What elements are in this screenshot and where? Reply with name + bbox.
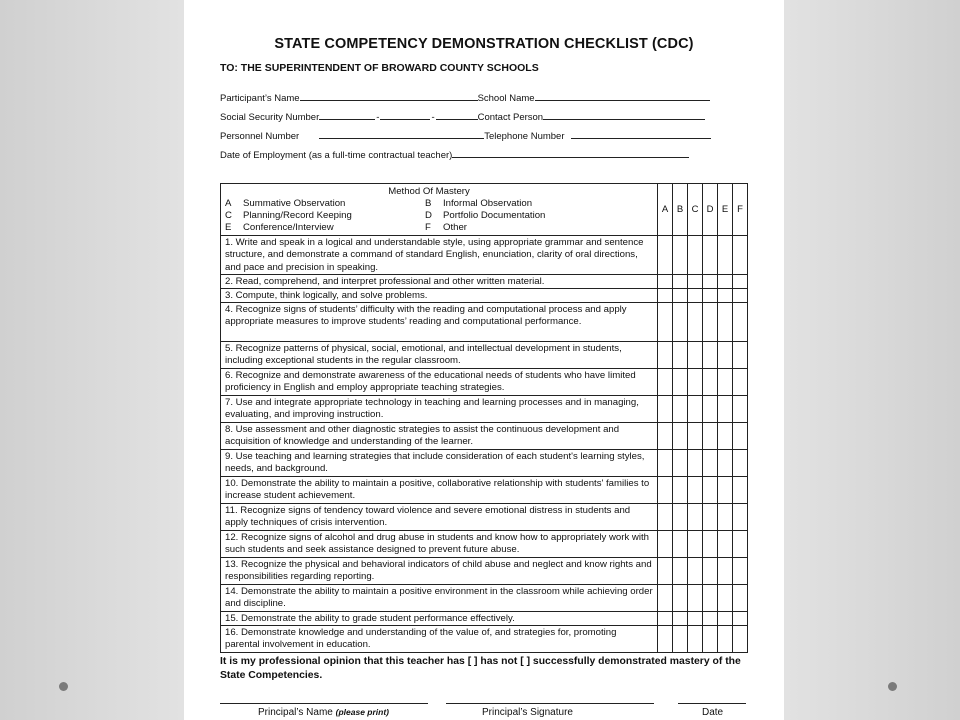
slide-dot-right <box>888 682 897 691</box>
mastery-checkbox-b[interactable] <box>673 450 688 476</box>
mastery-checkbox-d[interactable] <box>703 289 718 302</box>
mastery-checkbox-d[interactable] <box>703 423 718 449</box>
ssn-field-3[interactable] <box>436 110 478 120</box>
mastery-checkbox-f[interactable] <box>733 289 747 302</box>
mastery-checkbox-a[interactable] <box>658 558 673 584</box>
mastery-checkbox-f[interactable] <box>733 423 747 449</box>
mastery-checkbox-d[interactable] <box>703 626 718 652</box>
mastery-checkbox-a[interactable] <box>658 236 673 274</box>
legend-letter: B <box>425 198 432 209</box>
participant-name-field[interactable] <box>300 91 478 101</box>
mastery-checkbox-e[interactable] <box>718 531 733 557</box>
mastery-checkbox-d[interactable] <box>703 558 718 584</box>
competency-row <box>221 585 747 612</box>
competency-text: 14. Demonstrate the ability to maintain a positive environment in the classroom while achieving order and discipline. <box>221 585 658 611</box>
competency-text: 9. Use teaching and learning strategies that include consideration of each student's learning styles, needs, and background. <box>221 450 658 476</box>
mastery-checkbox-e[interactable] <box>718 504 733 530</box>
principal-signature-line[interactable] <box>446 703 654 704</box>
mastery-checkbox-e[interactable] <box>718 626 733 652</box>
slide-dot-left <box>59 682 68 691</box>
please-print-note: (please print) <box>335 707 389 717</box>
school-name-field[interactable] <box>535 91 710 101</box>
mastery-checkbox-b[interactable] <box>673 477 688 503</box>
table-header <box>221 184 747 236</box>
participant-name-label: Participant’s Name <box>220 93 300 104</box>
competency-text: 3. Compute, think logically, and solve problems. <box>221 289 658 302</box>
mastery-checkbox-d[interactable] <box>703 303 718 341</box>
mastery-checkbox-d[interactable] <box>703 585 718 611</box>
mastery-checkbox-e[interactable] <box>718 450 733 476</box>
competency-text: 6. Recognize and demonstrate awareness of the educational needs of students who have limited proficiency in English and employ appropriate teaching strategies. <box>221 369 658 395</box>
document-page <box>184 0 784 720</box>
mastery-checkbox-e[interactable] <box>718 558 733 584</box>
mastery-checkbox-c[interactable] <box>688 369 703 395</box>
mastery-checkbox-b[interactable] <box>673 275 688 288</box>
competency-text: 1. Write and speak in a logical and understandable style, using appropriate grammar and sentence structure, and demonstrate a command of standard English, enunciation, clarity of oral directions, and pace and precision in speaking. <box>221 236 658 274</box>
mastery-legend <box>225 198 625 234</box>
column-header-f: F <box>737 204 743 215</box>
mastery-checkbox-a[interactable] <box>658 477 673 503</box>
mastery-checkbox-c[interactable] <box>688 342 703 368</box>
mastery-checkbox-b[interactable] <box>673 585 688 611</box>
participant-row <box>220 91 710 104</box>
competency-text: 15. Demonstrate the ability to grade student performance effectively. <box>221 612 658 625</box>
competency-text: 5. Recognize patterns of physical, social, emotional, and intellectual development in students, including exceptional students in the regular classroom. <box>221 342 658 368</box>
mastery-checkbox-f[interactable] <box>733 450 747 476</box>
mastery-checkbox-f[interactable] <box>733 585 747 611</box>
mastery-checkbox-c[interactable] <box>688 275 703 288</box>
method-of-mastery-title: Method Of Mastery <box>388 186 470 197</box>
employment-date-label: Date of Employment (as a full-time contractual teacher) <box>220 150 453 161</box>
mastery-checkbox-d[interactable] <box>703 450 718 476</box>
mastery-checkbox-a[interactable] <box>658 504 673 530</box>
mastery-checkbox-f[interactable] <box>733 477 747 503</box>
competency-table <box>220 183 748 653</box>
legend-label: Conference/Interview <box>243 222 334 233</box>
ssn-field-1[interactable] <box>319 110 375 120</box>
mastery-checkbox-d[interactable] <box>703 531 718 557</box>
competency-row <box>221 477 747 504</box>
mastery-checkbox-a[interactable] <box>658 531 673 557</box>
competency-rows <box>221 236 747 652</box>
mastery-checkbox-c[interactable] <box>688 612 703 625</box>
mastery-checkbox-b[interactable] <box>673 369 688 395</box>
competency-row <box>221 236 747 275</box>
competency-row <box>221 612 747 626</box>
mastery-checkbox-a[interactable] <box>658 303 673 341</box>
mastery-checkbox-f[interactable] <box>733 236 747 274</box>
competency-text: 10. Demonstrate the ability to maintain a positive, collaborative relationship with students' families to increase student achievement. <box>221 477 658 503</box>
principal-opinion: It is my professional opinion that this teacher has [ ] has not [ ] successfully demonstrated mastery of the State Competencies. <box>220 656 741 681</box>
mastery-checkbox-d[interactable] <box>703 477 718 503</box>
mastery-checkbox-a[interactable] <box>658 275 673 288</box>
competency-row <box>221 450 747 477</box>
mastery-checkbox-e[interactable] <box>718 342 733 368</box>
signature-area <box>220 700 750 720</box>
mastery-checkbox-f[interactable] <box>733 369 747 395</box>
mastery-checkbox-a[interactable] <box>658 626 673 652</box>
employment-date-field[interactable] <box>452 148 689 158</box>
personnel-row <box>220 129 711 142</box>
mastery-checkbox-e[interactable] <box>718 275 733 288</box>
form-title: STATE COMPETENCY DEMONSTRATION CHECKLIST (CDC) <box>274 36 694 52</box>
mastery-checkbox-b[interactable] <box>673 423 688 449</box>
legend-label: Other <box>443 222 467 233</box>
mastery-checkbox-b[interactable] <box>673 612 688 625</box>
mastery-checkbox-c[interactable] <box>688 396 703 422</box>
mastery-checkbox-a[interactable] <box>658 585 673 611</box>
mastery-checkbox-f[interactable] <box>733 342 747 368</box>
mastery-checkbox-f[interactable] <box>733 504 747 530</box>
mastery-checkbox-b[interactable] <box>673 236 688 274</box>
mastery-checkbox-a[interactable] <box>658 369 673 395</box>
mastery-checkbox-f[interactable] <box>733 396 747 422</box>
mastery-checkbox-f[interactable] <box>733 303 747 341</box>
contact-person-label: Contact Person <box>477 112 544 123</box>
competency-row <box>221 275 747 289</box>
legend-letter: C <box>225 210 232 221</box>
mastery-checkbox-e[interactable] <box>718 369 733 395</box>
legend-label: Summative Observation <box>243 198 346 209</box>
mastery-checkbox-f[interactable] <box>733 275 747 288</box>
date-line[interactable] <box>678 703 746 704</box>
ssn-label: Social Security Number <box>220 112 320 123</box>
mastery-checkbox-d[interactable] <box>703 275 718 288</box>
competency-row <box>221 558 747 585</box>
mastery-checkbox-a[interactable] <box>658 342 673 368</box>
mastery-checkbox-a[interactable] <box>658 423 673 449</box>
mastery-checkbox-d[interactable] <box>703 612 718 625</box>
competency-row <box>221 504 747 531</box>
ssn-field-2[interactable] <box>380 110 430 120</box>
mastery-checkbox-e[interactable] <box>718 236 733 274</box>
competency-row <box>221 626 747 652</box>
mastery-checkbox-a[interactable] <box>658 289 673 302</box>
mastery-checkbox-d[interactable] <box>703 369 718 395</box>
mastery-checkbox-c[interactable] <box>688 626 703 652</box>
competency-text: 8. Use assessment and other diagnostic strategies to assist the continuous development and acquisition of knowledge and understanding of the learner. <box>221 423 658 449</box>
legend-letter: F <box>425 222 431 233</box>
mastery-checkbox-c[interactable] <box>688 558 703 584</box>
competency-text: 7. Use and integrate appropriate technology in teaching and learning processes and in managing, evaluating, and improving instruction. <box>221 396 658 422</box>
mastery-checkbox-c[interactable] <box>688 585 703 611</box>
personnel-number-label: Personnel Number <box>220 131 300 142</box>
mastery-checkbox-c[interactable] <box>688 504 703 530</box>
mastery-checkbox-d[interactable] <box>703 342 718 368</box>
telephone-number-label: Telephone Number <box>484 131 565 142</box>
mastery-checkbox-c[interactable] <box>688 450 703 476</box>
mastery-checkbox-b[interactable] <box>673 558 688 584</box>
mastery-checkbox-c[interactable] <box>688 477 703 503</box>
mastery-checkbox-e[interactable] <box>718 423 733 449</box>
column-header-c: C <box>688 184 703 235</box>
principal-signature-label: Principal’s Signature <box>482 707 573 718</box>
competency-row <box>221 289 747 303</box>
mastery-checkbox-d[interactable] <box>703 236 718 274</box>
mastery-checkbox-f[interactable] <box>733 612 747 625</box>
mastery-checkbox-b[interactable] <box>673 303 688 341</box>
mastery-checkbox-c[interactable] <box>688 423 703 449</box>
slide-background-left <box>0 0 184 720</box>
column-header-a: A <box>658 184 673 235</box>
slide-background-right <box>784 0 960 720</box>
mastery-checkbox-b[interactable] <box>673 504 688 530</box>
competency-text: 2. Read, comprehend, and interpret professional and other written material. <box>221 275 658 288</box>
column-header-e: E <box>718 184 733 235</box>
mastery-checkbox-e[interactable] <box>718 303 733 341</box>
legend-label: Portfolio Documentation <box>443 210 546 221</box>
mastery-checkbox-e[interactable] <box>718 289 733 302</box>
competency-row <box>221 396 747 423</box>
mastery-checkbox-e[interactable] <box>718 612 733 625</box>
employment-row <box>220 148 689 161</box>
mastery-checkbox-b[interactable] <box>673 396 688 422</box>
competency-row <box>221 531 747 558</box>
competency-text: 4. Recognize signs of students’ difficulty with the reading and computational process and apply appropriate measures to improve students’ reading and computational performance. <box>221 303 658 341</box>
mastery-checkbox-a[interactable] <box>658 396 673 422</box>
mastery-checkbox-c[interactable] <box>688 531 703 557</box>
mastery-checkbox-f[interactable] <box>733 558 747 584</box>
competency-row <box>221 342 747 369</box>
ssn-separator: - <box>376 112 380 123</box>
addressee-line: TO: THE SUPERINTENDENT OF BROWARD COUNTY SCHOOLS <box>220 62 539 74</box>
mastery-checkbox-e[interactable] <box>718 396 733 422</box>
principal-name-line[interactable] <box>220 703 428 704</box>
competency-row <box>221 369 747 396</box>
mastery-checkbox-a[interactable] <box>658 450 673 476</box>
mastery-checkbox-b[interactable] <box>673 342 688 368</box>
mastery-checkbox-c[interactable] <box>688 236 703 274</box>
mastery-checkbox-d[interactable] <box>703 396 718 422</box>
mastery-checkbox-f[interactable] <box>733 626 747 652</box>
date-label: Date <box>702 707 724 718</box>
column-header-d: D <box>703 184 718 235</box>
legend-letter: A <box>225 198 232 209</box>
mastery-checkbox-f[interactable] <box>733 531 747 557</box>
personnel-number-field[interactable] <box>319 129 484 139</box>
legend-label: Informal Observation <box>443 198 533 209</box>
competency-text: 11. Recognize signs of tendency toward violence and severe emotional distress in students and apply techniques of crisis intervention. <box>221 504 658 530</box>
mastery-checkbox-e[interactable] <box>718 585 733 611</box>
competency-text: 16. Demonstrate knowledge and understanding of the value of, and strategies for, promoting parental involvement in education. <box>221 626 658 652</box>
legend-label: Planning/Record Keeping <box>243 210 352 221</box>
mastery-checkbox-e[interactable] <box>718 477 733 503</box>
mastery-checkbox-b[interactable] <box>673 626 688 652</box>
principal-name-label: Principal’s Name <box>258 707 333 718</box>
mastery-checkbox-b[interactable] <box>673 531 688 557</box>
competency-row <box>221 423 747 450</box>
competency-text: 12. Recognize signs of alcohol and drug abuse in students and know how to appropriately work with such students and seek assistance designed to prevent future abuse. <box>221 531 658 557</box>
mastery-checkbox-a[interactable] <box>658 612 673 625</box>
school-name-label: School Name <box>477 93 535 104</box>
mastery-checkbox-c[interactable] <box>688 289 703 302</box>
method-of-mastery-header <box>221 184 658 235</box>
mastery-checkbox-d[interactable] <box>703 504 718 530</box>
mastery-checkbox-b[interactable] <box>673 289 688 302</box>
telephone-number-field[interactable] <box>571 129 711 139</box>
principal-name-caption <box>258 707 389 718</box>
mastery-checkbox-c[interactable] <box>688 303 703 341</box>
ssn-row <box>220 110 705 123</box>
competency-text: 13. Recognize the physical and behavioral indicators of child abuse and neglect and know rights and responsibilities regarding reporting. <box>221 558 658 584</box>
legend-letter: E <box>225 222 232 233</box>
column-header-b: B <box>673 184 688 235</box>
ssn-separator: - <box>431 112 435 123</box>
competency-row <box>221 303 747 342</box>
legend-letter: D <box>425 210 432 221</box>
contact-person-field[interactable] <box>543 110 705 120</box>
